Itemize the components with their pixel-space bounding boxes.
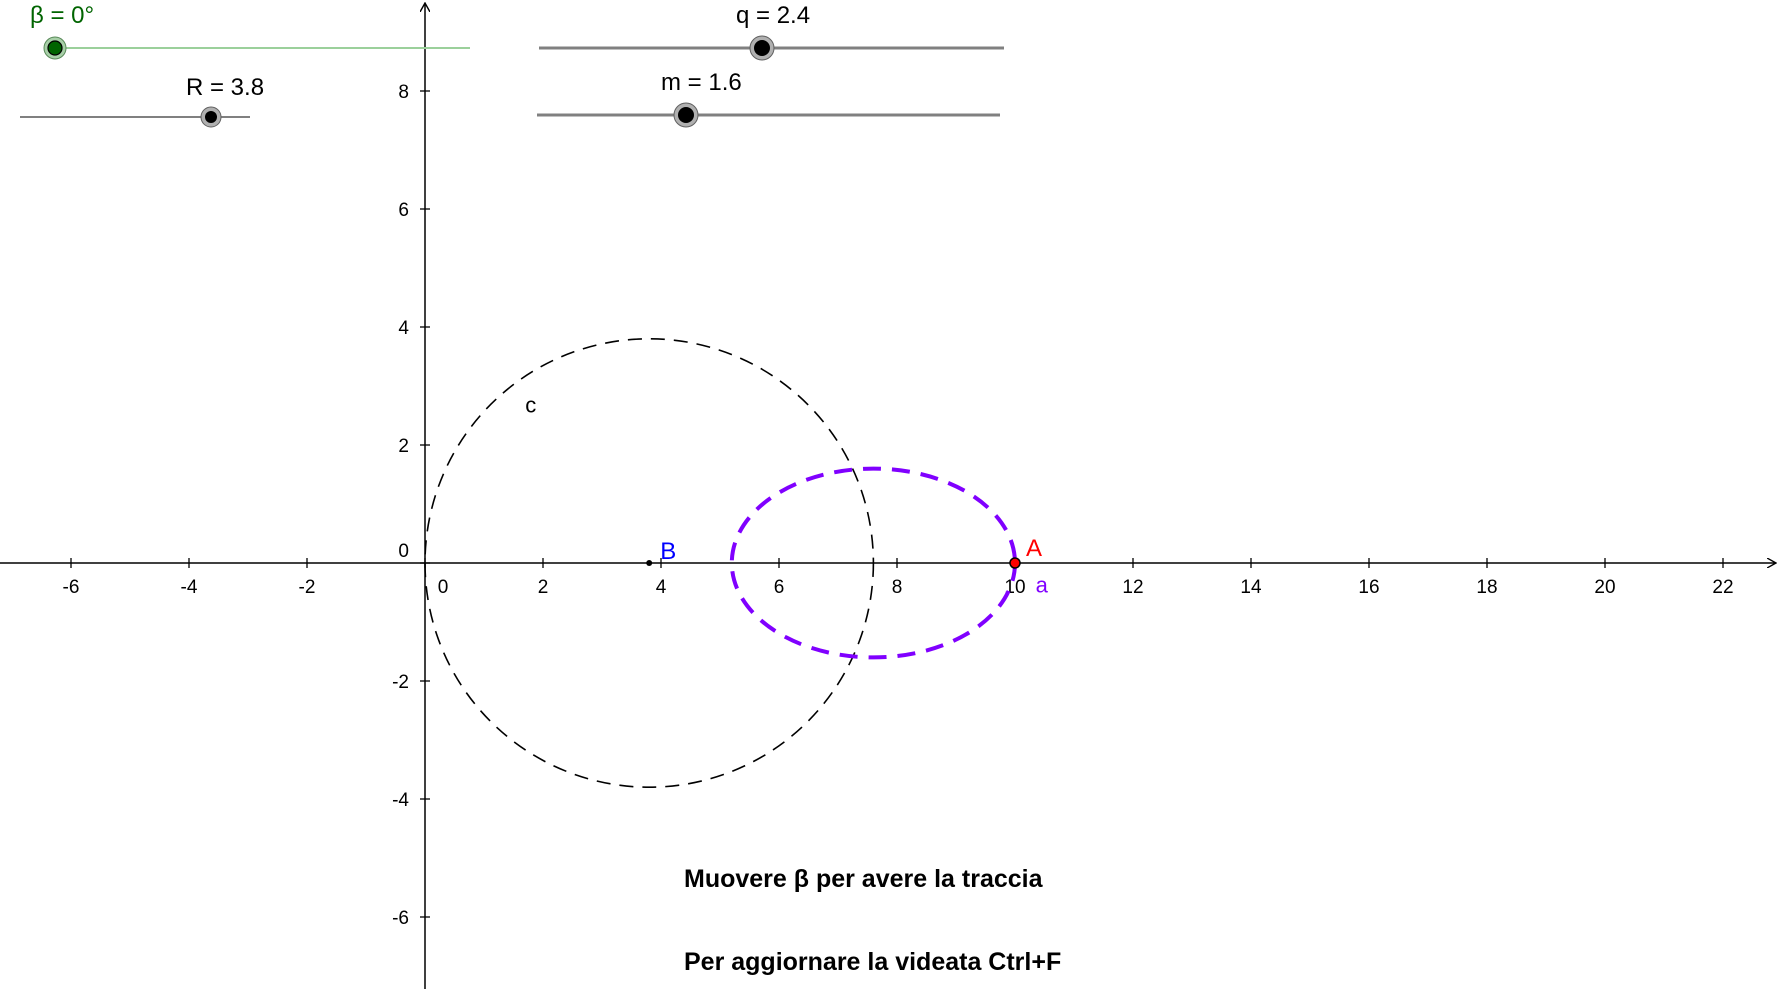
circle-c-label: c bbox=[525, 392, 537, 418]
y-tick-label: 0 bbox=[398, 541, 409, 562]
y-tick-label: 8 bbox=[398, 82, 409, 103]
x-tick-label: 10 bbox=[1004, 577, 1026, 598]
x-tick-label: 14 bbox=[1240, 577, 1262, 598]
slider-q-knob[interactable] bbox=[754, 40, 770, 56]
x-tick-label: 18 bbox=[1476, 577, 1498, 598]
y-tick-label: -2 bbox=[392, 672, 409, 693]
x-tick-label: 0 bbox=[437, 577, 449, 598]
slider-r[interactable] bbox=[20, 74, 264, 127]
slider-m[interactable] bbox=[537, 69, 1000, 127]
slider-beta[interactable] bbox=[30, 2, 470, 59]
x-tick-label: 8 bbox=[891, 577, 903, 598]
point-a[interactable] bbox=[1010, 558, 1020, 568]
slider-q[interactable] bbox=[539, 2, 1004, 60]
instruction-trace-text: Muovere β per avere la traccia bbox=[684, 865, 1043, 893]
slider-beta-knob[interactable] bbox=[48, 41, 62, 55]
y-tick-label: 4 bbox=[398, 318, 409, 339]
slider-m-knob[interactable] bbox=[678, 107, 694, 123]
instruction-refresh-text: Per aggiornare la videata Ctrl+F bbox=[684, 948, 1062, 976]
point-b-label: B bbox=[660, 538, 677, 565]
x-tick-label: -6 bbox=[62, 577, 80, 598]
x-tick-label: 2 bbox=[537, 577, 549, 598]
y-tick-label: 6 bbox=[398, 200, 409, 221]
point-a-label: A bbox=[1026, 535, 1043, 562]
point-b[interactable] bbox=[646, 560, 652, 566]
slider-r-label: R = 3.8 bbox=[186, 74, 265, 101]
x-tick-label: 6 bbox=[773, 577, 785, 598]
x-tick-label: -4 bbox=[180, 577, 198, 598]
x-axis-ticks bbox=[63, 558, 1734, 598]
x-tick-label: -2 bbox=[298, 577, 316, 598]
x-tick-label: 22 bbox=[1712, 577, 1734, 598]
slider-beta-label: β = 0° bbox=[30, 2, 95, 29]
slider-r-knob[interactable] bbox=[205, 111, 217, 123]
y-tick-label: 2 bbox=[398, 436, 409, 457]
y-tick-label: -6 bbox=[392, 908, 409, 929]
x-tick-label: 20 bbox=[1594, 577, 1616, 598]
slider-q-label: q = 2.4 bbox=[736, 2, 811, 29]
slider-m-label: m = 1.6 bbox=[661, 69, 742, 96]
x-tick-label: 16 bbox=[1358, 577, 1380, 598]
ellipse-a-label: a bbox=[1035, 572, 1048, 598]
y-tick-label: -4 bbox=[392, 790, 409, 811]
x-tick-label: 4 bbox=[655, 577, 667, 598]
x-tick-label: 12 bbox=[1122, 577, 1144, 598]
